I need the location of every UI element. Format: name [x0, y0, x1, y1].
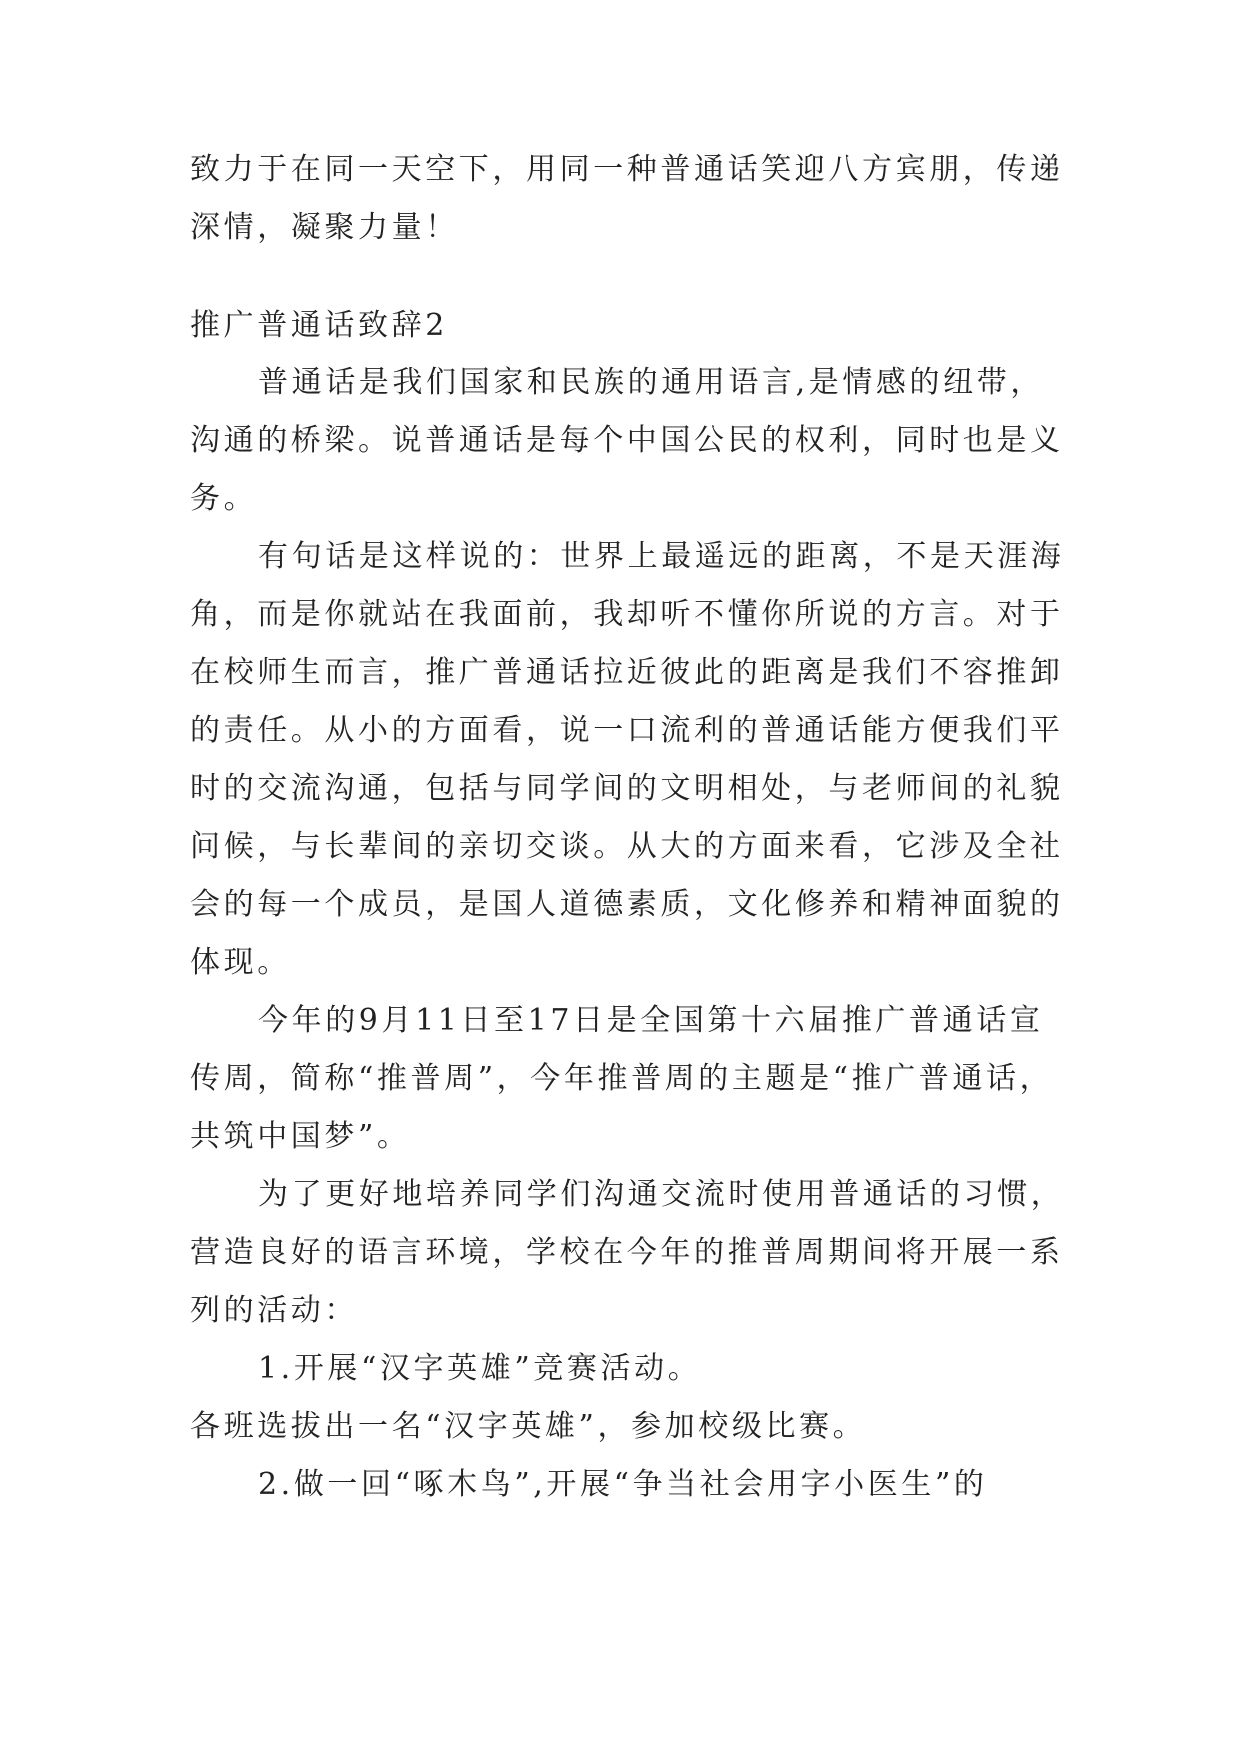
text-line: 各班选拔出一名“汉字英雄”，参加校级比赛。 — [190, 1409, 867, 1444]
text-line: 会的每一个成员，是国人道德素质，文化修养和精神面貌的 — [190, 887, 1064, 922]
text-line: 时的交流沟通，包括与同学间的文明相处，与老师间的礼貌 — [190, 771, 1064, 806]
text-line: 深情，凝聚力量！ — [190, 210, 459, 245]
text-line: 营造良好的语言环境，学校在今年的推普周期间将开展一系 — [190, 1235, 1064, 1270]
text-line: 沟通的桥梁。说普通话是每个中国公民的权利，同时也是义 — [190, 423, 1064, 458]
text-line: 传周，简称“推普周”，今年推普周的主题是“推广普通话， — [190, 1061, 1054, 1096]
text-line: 务。 — [190, 481, 258, 516]
text-line: 为了更好地培养同学们沟通交流时使用普通话的习惯， — [258, 1177, 1065, 1212]
text-line: 今年的9月11日至17日是全国第十六届推广普通话宣 — [258, 1003, 1044, 1038]
text-line: 列的活动： — [190, 1293, 358, 1328]
text-line: 体现。 — [190, 945, 291, 980]
text-line: 普通话是我们国家和民族的通用语言,是情感的纽带， — [258, 365, 1044, 400]
text-line: 1.开展“汉字英雄”竞赛活动。 — [258, 1351, 702, 1386]
text-line: 共筑中国梦”。 — [190, 1119, 411, 1154]
text-line: 2.做一回“啄木鸟”,开展“争当社会用字小医生”的 — [258, 1467, 988, 1502]
text-line: 的责任。从小的方面看，说一口流利的普通话能方便我们平 — [190, 713, 1064, 748]
text-line: 在校师生而言，推广普通话拉近彼此的距离是我们不容推卸 — [190, 655, 1064, 690]
section-title: 推广普通话致辞2 — [190, 308, 448, 343]
text-line: 致力于在同一天空下，用同一种普通话笑迎八方宾朋，传递 — [190, 152, 1064, 187]
text-line: 有句话是这样说的：世界上最遥远的距离，不是天涯海 — [258, 539, 1065, 574]
text-line: 问候，与长辈间的亲切交谈。从大的方面来看，它涉及全社 — [190, 829, 1064, 864]
text-line: 角，而是你就站在我面前，我却听不懂你所说的方言。对于 — [190, 597, 1064, 632]
